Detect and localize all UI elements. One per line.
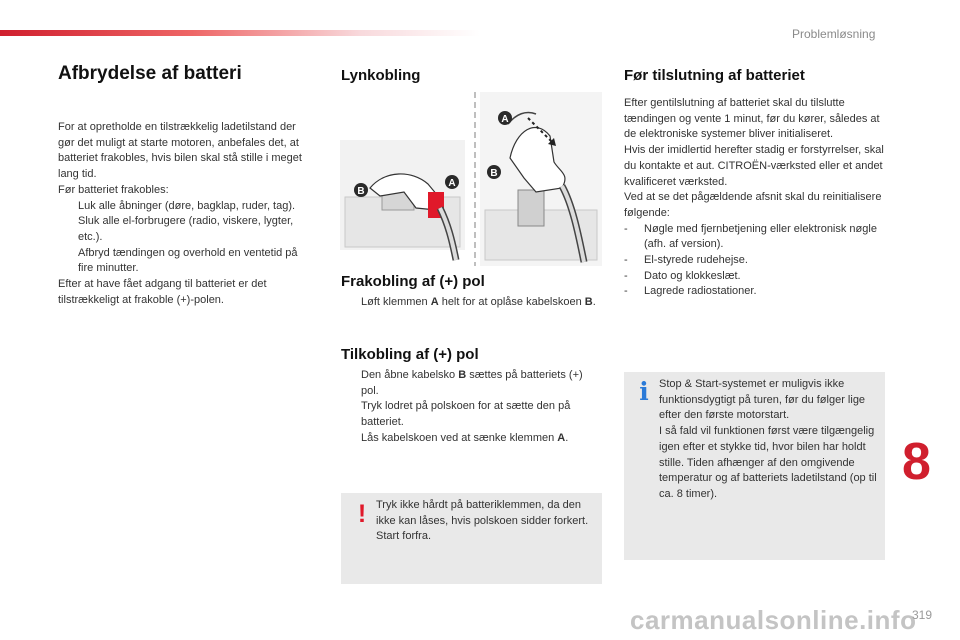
list-item: Løft klemmen A helt for at oplåse kabelskoen B. [361,296,596,308]
paragraph: Hvis der imidlertid herefter stadig er forstyrrelser, skal du kontakte et aut. CITROËN-værksted eller et andet kvalificeret værksted. [624,144,884,188]
disconnect-heading: Frakobling af (+) pol [341,273,485,290]
warning-icon: ! [357,500,367,528]
list-item: - Dato og klokkeslæt. [624,269,886,285]
list-item: Lås kabelskoen ved at sænke klemmen A. [361,431,569,444]
quick-connect-heading: Lynkobling [341,67,421,84]
prep-list [58,199,308,278]
list-item: Tryk lodret på polskoen for at sætte den på batteriet. [361,400,571,429]
warning-text: Tryk ikke hårdt på batteriklemmen, da den ikke kan låses, hvis polskoen sidder forkert. Start forfra. [376,499,589,543]
connect-steps [341,368,599,447]
outro-paragraph: Efter at have fået adgang til batteriet er det tilstrækkeligt at frakoble (+)-polen. [58,278,267,306]
list-item: Den åbne kabelsko B sættes på batteriets (+) pol. [361,369,583,397]
disconnect-steps [341,295,599,311]
label-b-left: B [357,186,365,197]
dash-marker: - [624,269,628,282]
list-item: Afbryd tændingen og overhold en ventetid på fire minutter. [78,246,298,275]
label-b-right: B [490,168,498,179]
info-box [624,372,885,560]
paragraph: Ved at se det pågældende afsnit skal du reinitialisere følgende: [624,191,882,219]
list-item: Sluk alle el-forbrugere (radio, viskere, lygter, etc.). [78,215,294,243]
page-number: 319 [912,608,933,622]
list-item: Luk alle åbninger (døre, bagklap, ruder, tag). [78,199,296,212]
label-a-left: A [448,178,456,189]
clamp-diagram [340,92,602,266]
watermark: carmanualsonline.info [630,605,917,635]
info-text: Stop & Start-systemet er muligvis ikke funktionsdygtigt på turen, før du følger lige efter den første motorstart. I så fald vil funktionen først være tilgængelig igen efter et stykke tid, hvor bilen har holdt stille. Tiden afhænger af den omgivende temperatur og af batteriets ladetilstand (op til ca. 8 timer). [659,378,877,500]
battery-clamp-illustration [340,92,602,266]
connect-heading: Tilkobling af (+) pol [341,346,479,363]
dash-marker: - [624,254,628,267]
page-title: Afbrydelse af batteri [58,63,242,84]
paragraph: Efter gentilslutning af batteriet skal du tilslutte tændingen og vente 1 minut, før du kører, således at de elektroniske systemer bliver initialiseret. [624,97,880,141]
before-heading: Før batteriet frakobles: [58,183,169,196]
label-a-right: A [501,114,509,125]
reconnect-text [624,96,886,300]
section-title: Problemløsning [792,27,876,41]
battery-disconnect-text [58,120,308,308]
top-accent-bar [0,30,480,36]
warning-box [341,493,602,584]
intro-paragraph: For at opretholde en tilstrækkelig ladetilstand der gør det muligt at starte motoren, anbefales det, at batteriet frakobles, hvis bilen skal stå stille i meget lang tid. [58,121,302,181]
reinit-list [624,222,886,301]
info-icon: i [639,377,649,406]
list-item: - Nøgle med fjernbetjening eller elektronisk nøgle (afh. af version). [624,222,877,251]
dash-marker: - [624,285,628,298]
list-item: - El-styrede rudehejse. [624,253,886,269]
chapter-number: 8 [902,433,931,491]
list-item: - Lagrede radiostationer. [624,284,886,300]
dash-marker: - [624,222,628,235]
before-connect-heading: Før tilslutning af batteriet [624,67,805,84]
